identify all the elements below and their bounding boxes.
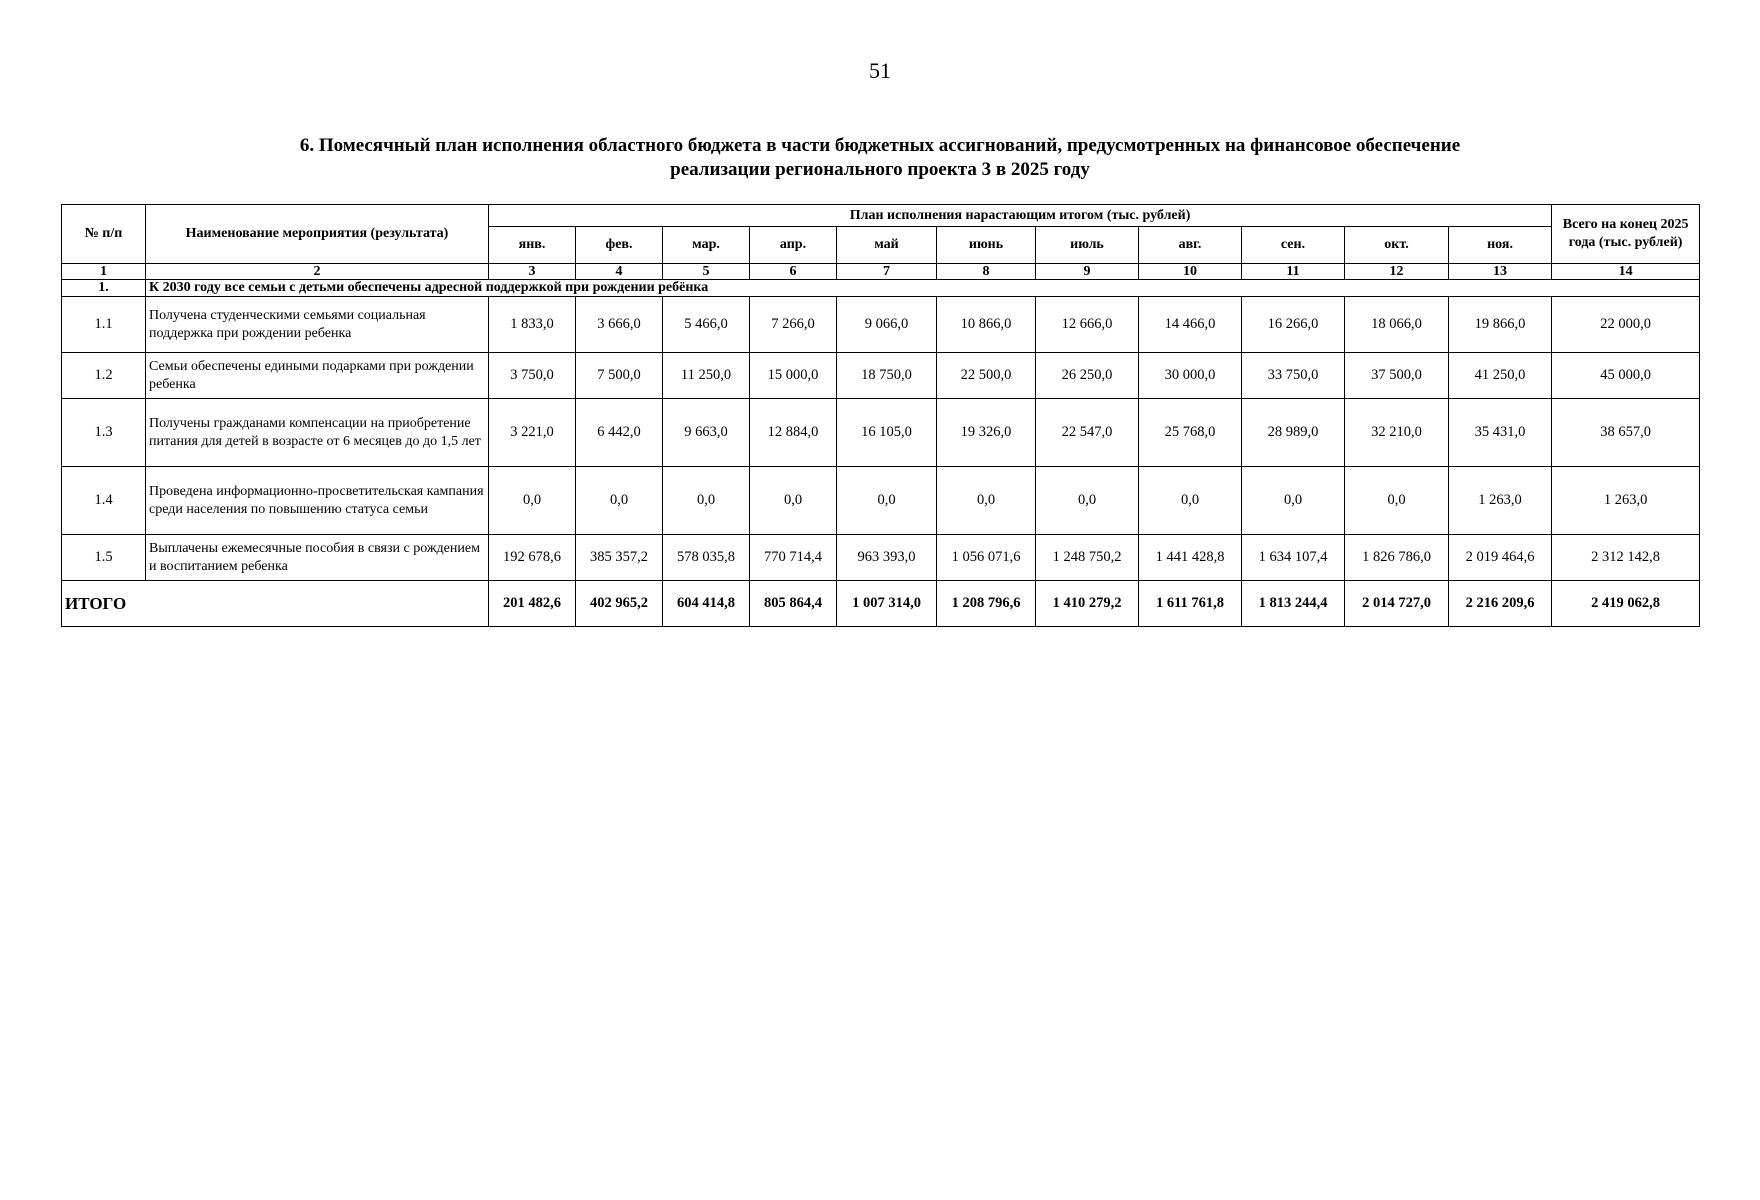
row-value: 1 248 750,2: [1036, 535, 1139, 581]
month-header: июнь: [937, 227, 1036, 264]
month-header: ноя.: [1449, 227, 1552, 264]
row-value: 7 500,0: [576, 353, 663, 399]
table-row: [62, 399, 1700, 467]
row-value: 10 866,0: [937, 297, 1036, 353]
row-value: 16 266,0: [1242, 297, 1345, 353]
row-value: 1 441 428,8: [1139, 535, 1242, 581]
row-name: Получены гражданами компенсации на приобретение питания для детей в возрасте от 6 месяцев до до 1,5 лет: [146, 399, 489, 467]
title-line-1: 6. Помесячный план исполнения областного бюджета в части бюджетных ассигнований, предусмотренных на финансовое обеспечение: [299, 135, 1461, 156]
month-header: янв.: [489, 227, 576, 264]
header-name: Наименование мероприятия (результата): [146, 205, 489, 264]
column-number: 3: [489, 264, 576, 280]
column-number: 7: [837, 264, 937, 280]
page-number: 51: [869, 58, 891, 83]
month-header: май: [837, 227, 937, 264]
row-total: 22 000,0: [1552, 297, 1700, 353]
total-value: 805 864,4: [750, 581, 837, 627]
column-number: 2: [146, 264, 489, 280]
row-total: 38 657,0: [1552, 399, 1700, 467]
total-value: 402 965,2: [576, 581, 663, 627]
total-row: [62, 581, 1700, 627]
row-value: 22 547,0: [1036, 399, 1139, 467]
column-number: 14: [1552, 264, 1700, 280]
row-total: 45 000,0: [1552, 353, 1700, 399]
total-value: 2 216 209,6: [1449, 581, 1552, 627]
row-value: 1 056 071,6: [937, 535, 1036, 581]
month-header: окт.: [1345, 227, 1449, 264]
section-name: К 2030 году все семьи с детьми обеспечены адресной поддержкой при рождении ребёнка: [146, 280, 1700, 297]
row-value: 9 066,0: [837, 297, 937, 353]
column-number: 5: [663, 264, 750, 280]
row-no: 1.5: [62, 535, 146, 581]
row-value: 1 634 107,4: [1242, 535, 1345, 581]
total-value: 1 611 761,8: [1139, 581, 1242, 627]
row-name: Выплачены ежемесячные пособия в связи с рождением и воспитанием ребенка: [146, 535, 489, 581]
table-row: [62, 467, 1700, 535]
month-header: июль: [1036, 227, 1139, 264]
row-name: Проведена информационно-просветительская кампания среди населения по повышению статуса семьи: [146, 467, 489, 535]
row-value: 0,0: [1036, 467, 1139, 535]
row-value: 25 768,0: [1139, 399, 1242, 467]
column-number: 4: [576, 264, 663, 280]
row-value: 0,0: [750, 467, 837, 535]
row-value: 32 210,0: [1345, 399, 1449, 467]
column-number: 11: [1242, 264, 1345, 280]
row-no: 1.4: [62, 467, 146, 535]
row-total: 1 263,0: [1552, 467, 1700, 535]
row-value: 30 000,0: [1139, 353, 1242, 399]
column-number-row: [62, 264, 1700, 280]
row-value: 0,0: [489, 467, 576, 535]
total-label: ИТОГО: [62, 581, 489, 627]
header-row: [62, 205, 1700, 227]
row-value: 1 833,0: [489, 297, 576, 353]
budget-plan-table: [61, 204, 1700, 627]
row-name: Получена студенческими семьями социальная поддержка при рождении ребенка: [146, 297, 489, 353]
row-value: 7 266,0: [750, 297, 837, 353]
total-value: 1 813 244,4: [1242, 581, 1345, 627]
column-number: 12: [1345, 264, 1449, 280]
section-row: [62, 280, 1700, 297]
title-line-2: реализации регионального проекта 3 в 2025 году: [670, 159, 1090, 180]
header-total: Всего на конец 2025 года (тыс. рублей): [1552, 205, 1700, 264]
column-number: 13: [1449, 264, 1552, 280]
row-value: 15 000,0: [750, 353, 837, 399]
row-value: 1 826 786,0: [1345, 535, 1449, 581]
row-value: 3 666,0: [576, 297, 663, 353]
header-no: № п/п: [62, 205, 146, 264]
row-value: 22 500,0: [937, 353, 1036, 399]
column-number: 6: [750, 264, 837, 280]
row-value: 37 500,0: [1345, 353, 1449, 399]
row-name: Семьи обеспечены едиными подарками при рождении ребенка: [146, 353, 489, 399]
row-value: 12 884,0: [750, 399, 837, 467]
month-header: фев.: [576, 227, 663, 264]
row-value: 2 019 464,6: [1449, 535, 1552, 581]
table-row: [62, 353, 1700, 399]
row-value: 0,0: [576, 467, 663, 535]
column-number: 9: [1036, 264, 1139, 280]
row-value: 19 326,0: [937, 399, 1036, 467]
row-value: 35 431,0: [1449, 399, 1552, 467]
row-value: 16 105,0: [837, 399, 937, 467]
row-value: 28 989,0: [1242, 399, 1345, 467]
total-value: 604 414,8: [663, 581, 750, 627]
month-header: мар.: [663, 227, 750, 264]
row-no: 1.1: [62, 297, 146, 353]
row-value: 18 066,0: [1345, 297, 1449, 353]
table-row: [62, 297, 1700, 353]
row-value: 0,0: [937, 467, 1036, 535]
month-header: авг.: [1139, 227, 1242, 264]
row-value: 18 750,0: [837, 353, 937, 399]
row-value: 385 357,2: [576, 535, 663, 581]
month-header: сен.: [1242, 227, 1345, 264]
row-value: 9 663,0: [663, 399, 750, 467]
document-title: [180, 134, 1580, 182]
total-value: 201 482,6: [489, 581, 576, 627]
row-total: 2 312 142,8: [1552, 535, 1700, 581]
table-row: [62, 535, 1700, 581]
row-value: 0,0: [1139, 467, 1242, 535]
row-value: 14 466,0: [1139, 297, 1242, 353]
row-value: 12 666,0: [1036, 297, 1139, 353]
total-value: 1 208 796,6: [937, 581, 1036, 627]
row-value: 41 250,0: [1449, 353, 1552, 399]
row-value: 0,0: [1345, 467, 1449, 535]
row-value: 192 678,6: [489, 535, 576, 581]
row-value: 6 442,0: [576, 399, 663, 467]
row-value: 0,0: [1242, 467, 1345, 535]
row-value: 963 393,0: [837, 535, 937, 581]
column-number: 10: [1139, 264, 1242, 280]
row-value: 0,0: [837, 467, 937, 535]
month-header: апр.: [750, 227, 837, 264]
row-value: 5 466,0: [663, 297, 750, 353]
section-no: 1.: [62, 280, 146, 297]
row-value: 3 750,0: [489, 353, 576, 399]
row-value: 1 263,0: [1449, 467, 1552, 535]
total-value: 2 014 727,0: [1345, 581, 1449, 627]
row-value: 770 714,4: [750, 535, 837, 581]
row-value: 0,0: [663, 467, 750, 535]
row-value: 578 035,8: [663, 535, 750, 581]
row-no: 1.2: [62, 353, 146, 399]
row-value: 26 250,0: [1036, 353, 1139, 399]
row-value: 19 866,0: [1449, 297, 1552, 353]
header-plan: План исполнения нарастающим итогом (тыс. рублей): [489, 205, 1552, 227]
row-value: 33 750,0: [1242, 353, 1345, 399]
row-value: 3 221,0: [489, 399, 576, 467]
grand-total: 2 419 062,8: [1552, 581, 1700, 627]
column-number: 1: [62, 264, 146, 280]
row-no: 1.3: [62, 399, 146, 467]
total-value: 1 007 314,0: [837, 581, 937, 627]
total-value: 1 410 279,2: [1036, 581, 1139, 627]
row-value: 11 250,0: [663, 353, 750, 399]
column-number: 8: [937, 264, 1036, 280]
